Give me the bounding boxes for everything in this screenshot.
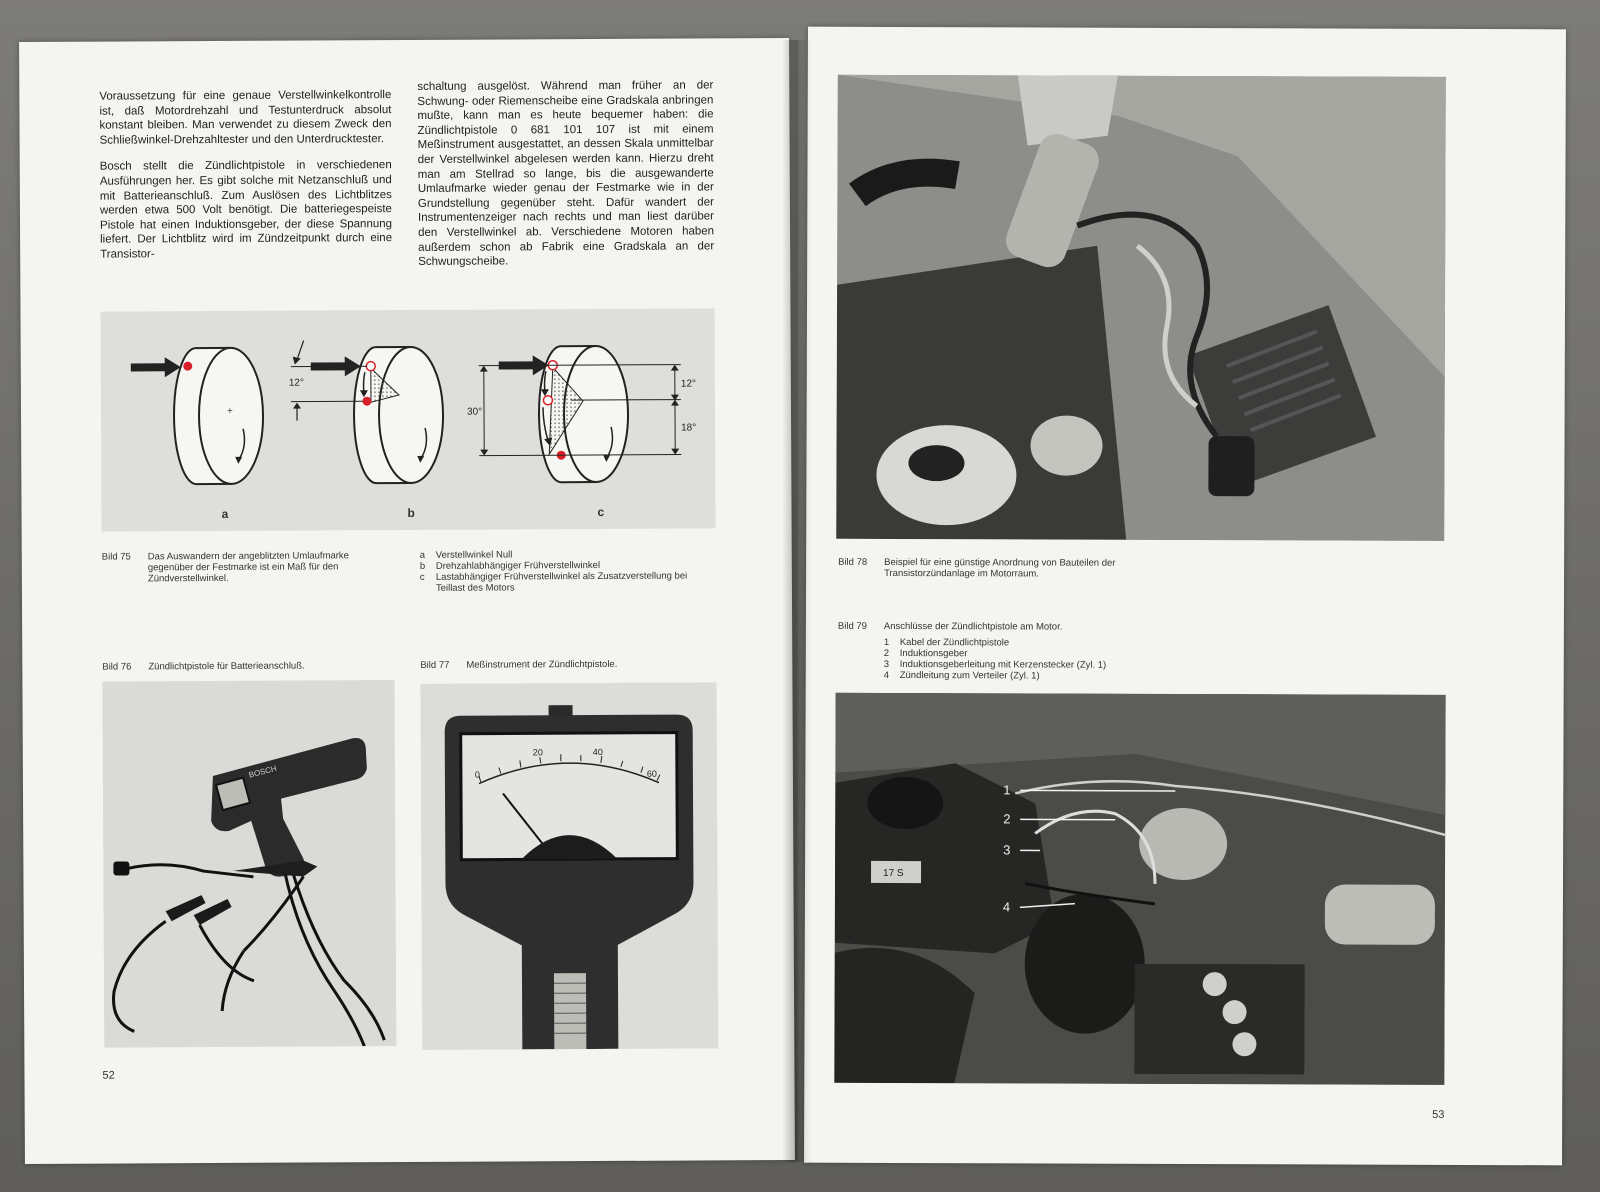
callout-3: 3 (1003, 842, 1011, 858)
figure-76-photo (102, 680, 396, 1048)
callout-1: 1 (1003, 782, 1011, 798)
figure-77-caption (420, 658, 710, 674)
figure-75-diagram (100, 308, 715, 531)
figure-75-caption (102, 550, 372, 591)
figure-78-photo (836, 75, 1446, 541)
figure-label: Bild 75 (101, 551, 131, 563)
page-number: 52 (102, 1069, 115, 1082)
legend-item: 1 Kabel der Zündlichtpistole (883, 636, 1010, 649)
paragraph: schaltung ausgelöst. Während man früher an der Schwung- oder Riemenscheibe eine Gradskala anbringen mußte, kann man es heute bequemer haben: die Zündlichtpistole 0 681 101 107 ist mit einem Meßinstrument ausgestattet, an dessen Skala unmittelbar der Verstellwinkel abgelesen werden kann. Hierzu dreht man am Stellrad so lange, bis die ausgewanderte Umlaufmarke wieder genau der Festmarke wie in der Grundstellung gegenüber steht. Dafür wandert der Instrumentenzeiger nach rechts und man liest darüber den Verstellwinkel ab. Verschiedene Motoren haben außerdem schon ab Fabrik eine Gradskala an der Schwungscheibe. (417, 79, 715, 269)
callout-2: 2 (1003, 811, 1011, 827)
callout-4: 4 (1002, 899, 1011, 915)
page-number: 53 (1432, 1108, 1445, 1121)
figure-79-photo (834, 693, 1445, 1085)
engine-tag-text: 17 S (883, 867, 904, 880)
paragraph: Bosch stellt die Zündlichtpistole in verschiedenen Ausführungen her. Es gibt solche mit Netzanschluß und mit Batterieanschluß. Zum Auslösen des Lichtblitzes werden etwa 500 Volt benötigt. Die batteriegespeiste Pistole hat einen Induktionsgeber, der diese Spannung liefert. Der Lichtblitz wird im Zündzeitpunkt durch eine Transistor- (99, 159, 393, 261)
timing-light-image (102, 680, 396, 1048)
legend-item: b Drehzahlabhängiger Frühverstellwinkel (419, 559, 601, 572)
engine-bay-image-1 (836, 75, 1446, 541)
caption-text: Anschlüsse der Zündlichtpistole am Motor. (883, 620, 1063, 633)
left-page (19, 38, 795, 1164)
meter-image (420, 682, 718, 1050)
figure-label: Bild 77 (420, 659, 450, 671)
angle-label-c-top: 12° (680, 378, 697, 390)
book-gutter (782, 40, 812, 1162)
paragraph: Voraussetzung für eine genaue Verstellwinkelkontrolle ist, daß Motordrehzahl und Testunterdruck absolut konstant bleiben. Man verwendet zu diesem Zweck den Schließwinkel-Drehzahltester und den Unterdrucktester. (99, 89, 392, 147)
timing-mark-diagram (100, 308, 715, 531)
brand-label: BOSCH (247, 763, 278, 780)
caption-text: Das Auswandern der angeblitzten Umlaufmarke gegenüber der Festmarke ist ein Maß für den Zündverstellwinkel. (147, 550, 349, 585)
caption-text: Zündlichtpistole für Batterieanschluß. (148, 660, 305, 673)
scale-40: 40 (592, 746, 603, 758)
scale-0: 0 (474, 769, 480, 780)
figure-letter-a: a (221, 506, 229, 521)
angle-label-b: 12° (288, 377, 305, 389)
scale-60: 60 (646, 768, 657, 779)
figure-79-caption (838, 621, 1158, 636)
disc-b (289, 340, 444, 484)
legend-item: a Verstellwinkel Null (419, 549, 513, 561)
figure-78-caption (838, 557, 1158, 582)
disc-c (467, 345, 697, 482)
angle-label-c-total: 30° (466, 406, 483, 418)
caption-text: Beispiel für eine günstige Anordnung von Bauteilen der Transistorzündanlage im Motorraum. (884, 556, 1116, 580)
engine-bay-image-2 (834, 693, 1445, 1085)
figure-label: Bild 78 (838, 556, 868, 568)
scale-20: 20 (532, 747, 543, 758)
figure-79-legend (884, 637, 1184, 682)
figure-letter-b: b (407, 505, 415, 520)
disc-a (131, 348, 264, 485)
figure-76-caption (102, 660, 392, 676)
svg-text:+: + (226, 405, 233, 417)
legend-item: 2 Induktionsgeber (883, 647, 968, 660)
figure-75-legend (420, 548, 710, 594)
text-column-2 (417, 78, 714, 281)
figure-letter-c: c (597, 504, 605, 520)
figure-label: Bild 79 (837, 620, 867, 632)
angle-label-c-bottom: 18° (681, 422, 697, 434)
caption-text: Meßinstrument der Zündlichtpistole. (466, 658, 618, 671)
legend-item: c Lastabhängiger Frühverstellwinkel als Zusatzverstellung bei Teillast des Motors (419, 570, 688, 594)
legend-item: 4 Zündleitung zum Verteiler (Zyl. 1) (883, 669, 1040, 682)
figure-label: Bild 76 (102, 661, 132, 673)
figure-77-photo (420, 682, 718, 1050)
text-column-1 (99, 88, 392, 274)
right-page (804, 27, 1566, 1166)
legend-item: 3 Induktionsgeberleitung mit Kerzenstecker (Zyl. 1) (883, 658, 1107, 671)
